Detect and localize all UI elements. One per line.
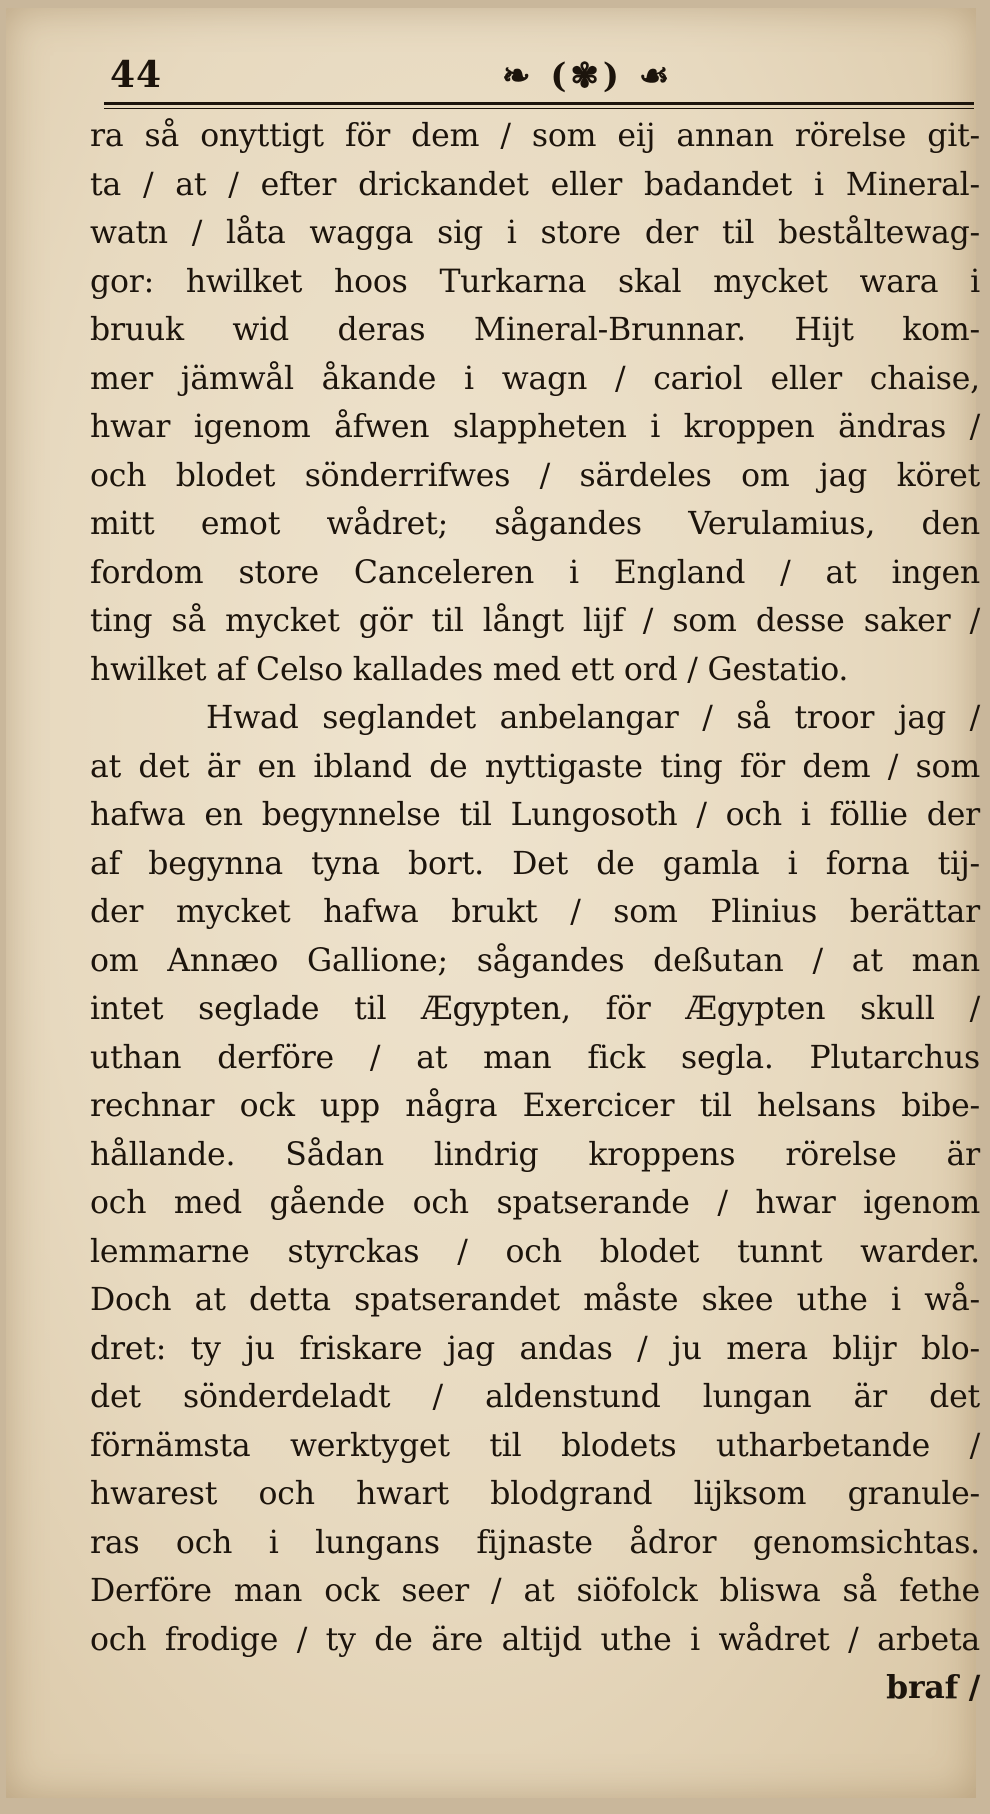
text-line: uthan derföre / at man fick segla. Plutarchus <box>90 1039 980 1076</box>
text-line: och frodige / ty de äre altijd uthe i wådret / arbeta <box>90 1621 980 1658</box>
catchword: braf / <box>886 1669 980 1706</box>
text-line: och blodet sönderrifwes / särdeles om jag köret <box>90 457 980 494</box>
text-line: om Annæo Gallione; sågandes deßutan / at man <box>90 942 980 979</box>
page-number: 44 <box>110 54 163 96</box>
text-line: Derföre man ock seer / at siöfolck bliswa så fethe <box>90 1573 980 1609</box>
book-page <box>6 8 980 1798</box>
text-line: och med gående och spatserande / hwar igenom <box>90 1185 980 1221</box>
text-line: hwilket af Celso kallades med ett ord / Gestatio. <box>90 651 849 688</box>
text-line: ra så onyttigt för dem / som eij annan rörelse git- <box>90 118 980 154</box>
text-line: förnämsta werktyget til blodets utharbetande / <box>90 1427 980 1464</box>
text-line: ting så mycket gör til långt lijf / som desse saker / <box>90 603 980 639</box>
text-line: dret: ty ju friskare jag andas / ju mera blijr blo- <box>90 1330 980 1367</box>
text-line: at det är en ibland de nyttigaste ting för dem / som <box>90 748 980 785</box>
text-line: intet seglade til Ægypten, för Ægypten skull / <box>90 991 980 1027</box>
paragraph-first-line: Hwad seglandet anbelangar / så troor jag / <box>206 700 980 736</box>
text-line: mitt emot wådret; sågandes Verulamius, den <box>90 506 980 542</box>
page-header <box>104 48 976 104</box>
text-line: hwarest och hwart blodgrand lijksom granule- <box>90 1476 980 1512</box>
text-line: der mycket hafwa brukt / som Plinius berättar <box>90 894 980 930</box>
text-line: mer jämwål åkande i wagn / cariol eller chaise, <box>90 360 980 397</box>
text-line: rechnar ock upp några Exercicer til helsans bibe- <box>90 1088 980 1124</box>
text-line: watn / låta wagga sig i store der til beståltewag- <box>90 215 980 251</box>
text-line: hwar igenom åfwen slappheten i kroppen ändras / <box>90 409 980 445</box>
text-line: hafwa en begynnelse til Lungosoth / och i föllie der <box>90 797 980 833</box>
text-line: bruuk wid deras Mineral-Brunnar. Hijt kom- <box>90 312 980 348</box>
text-line: fordom store Canceleren i England / at ingen <box>90 554 980 591</box>
text-line: af begynna tyna bort. Det de gamla i forna tij- <box>90 845 980 882</box>
text-line: lemmarne styrckas / och blodet tunnt warder. <box>90 1233 980 1270</box>
text-line: ta / at / efter drickandet eller badandet i Mineral- <box>90 166 980 203</box>
text-line: gor: hwilket hoos Turkarna skal mycket wara i <box>90 263 980 300</box>
text-line: hållande. Sådan lindrig kroppens rörelse är <box>90 1136 980 1173</box>
body-text <box>90 112 980 1713</box>
header-rule <box>104 102 974 109</box>
header-ornament-icon: ❧ (✾) ☙ <box>502 56 674 96</box>
text-line: ras och i lungans fijnaste ådror genomsichtas. <box>90 1524 980 1561</box>
text-line: det sönderdeladt / aldenstund lungan är det <box>90 1379 980 1415</box>
text-line: Doch at detta spatserandet måste skee uthe i wå- <box>90 1282 980 1318</box>
